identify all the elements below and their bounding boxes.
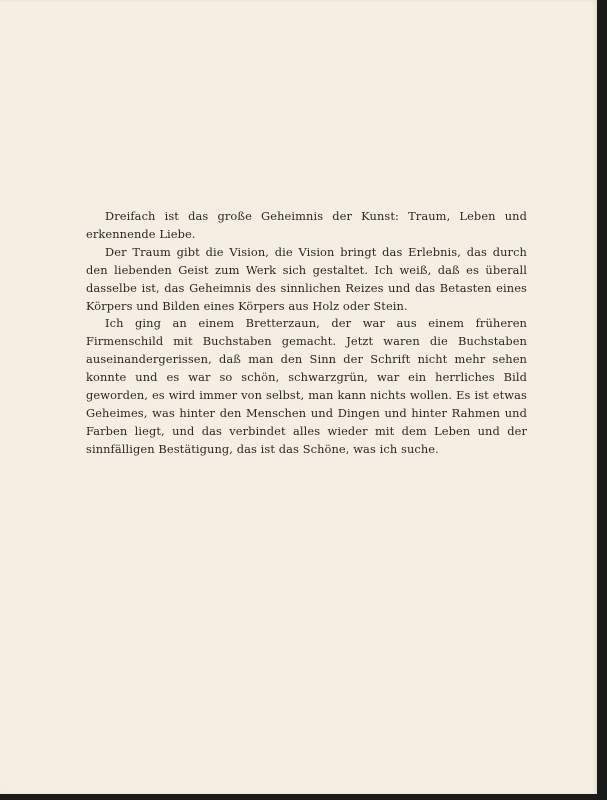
paragraph-2: Der Traum gibt die Vision, die Vision bringt das Erlebnis, das durch den liebenden Geist zum Werk sich gestaltet. Ich weiß, daß es überall dasselbe ist, das Geheimnis des sinnlichen Reizes und das Betasten eines Körpers und Bilden eines Körpers aus Holz oder Stein. <box>86 244 527 313</box>
paragraph-1: Dreifach ist das große Geheimnis der Kunst: Traum, Leben und erkennende Liebe. <box>86 209 527 241</box>
body-text <box>86 208 527 459</box>
paragraph-3: Ich ging an einem Bretterzaun, der war aus einem früheren Firmenschild mit Buchstaben gemacht. Jetzt waren die Buchstaben auseinandergerissen, daß man den Sinn der Schrift nicht mehr sehen konnte und es war so schön, schwarzgrün, war ein herrliches Bild geworden, es wird immer von selbst, man kann nichts wollen. Es ist etwas Geheimes, was hinter den Menschen und Dingen und hinter Rahmen und Farben liegt, und das verbindet alles wieder mit dem Leben und der sinnfälligen Bestätigung, das ist das Schöne, was ich suche. <box>86 316 527 456</box>
